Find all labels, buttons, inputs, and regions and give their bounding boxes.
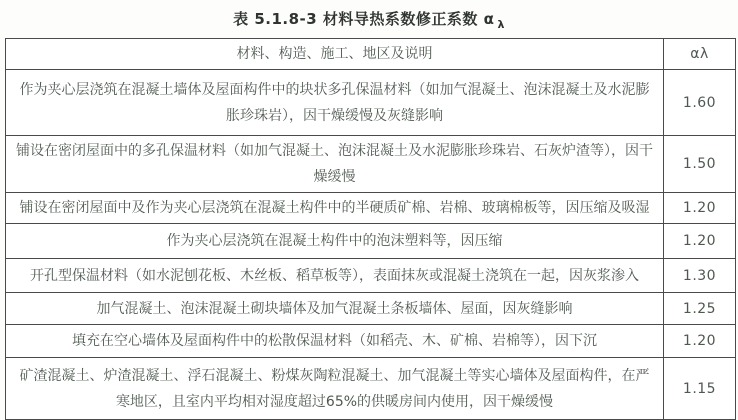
page-title xyxy=(0,0,738,38)
title-subscript: λ xyxy=(497,18,505,31)
table-row xyxy=(6,193,736,224)
row-description: 作为夹心层浇筑在混凝土墙体及屋面构件中的块状多孔保温材料（如加气混凝土、泡沫混凝土及水泥膨胀珍珠岩），因干燥缓慢及灰缝影响 xyxy=(6,70,664,136)
table-row xyxy=(6,259,736,293)
row-value: 1.20 xyxy=(664,325,736,358)
correction-coefficient-table xyxy=(5,38,736,420)
row-value: 1.20 xyxy=(664,193,736,224)
row-value: 1.15 xyxy=(664,358,736,420)
title-text: 表 5.1.8-3 材料导热系数修正系数 α xyxy=(233,10,495,28)
table-row xyxy=(6,136,736,193)
header-value: αλ xyxy=(664,39,736,70)
row-description: 加气混凝土、泡沫混凝土砌块墙体及加气混凝土条板墙体、屋面，因灰缝影响 xyxy=(6,293,664,325)
table-row xyxy=(6,325,736,358)
table-row xyxy=(6,70,736,136)
row-description: 开孔型保温材料（如水泥刨花板、木丝板、稻草板等），表面抹灰或混凝土浇筑在一起，因灰浆渗入 xyxy=(6,259,664,293)
table-row xyxy=(6,293,736,325)
row-value: 1.20 xyxy=(664,224,736,259)
row-description: 填充在空心墙体及屋面构件中的松散保温材料（如稻壳、木、矿棉、岩棉等），因下沉 xyxy=(6,325,664,358)
header-description: 材料、构造、施工、地区及说明 xyxy=(6,39,664,70)
row-description: 铺设在密闭屋面中及作为夹心层浇筑在混凝土构件中的半硬质矿棉、岩棉、玻璃棉板等，因压缩及吸湿 xyxy=(6,193,664,224)
row-description: 铺设在密闭屋面中的多孔保温材料（如加气混凝土、泡沫混凝土及水泥膨胀珍珠岩、石灰炉渣等），因干燥缓慢 xyxy=(6,136,664,193)
row-value: 1.25 xyxy=(664,293,736,325)
row-description: 矿渣混凝土、炉渣混凝土、浮石混凝土、粉煤灰陶粒混凝土、加气混凝土等实心墙体及屋面构件，在严寒地区，且室内平均相对湿度超过65%的供暖房间内使用，因干燥缓慢 xyxy=(6,358,664,420)
row-value: 1.50 xyxy=(664,136,736,193)
table-header-row xyxy=(6,39,736,70)
row-value: 1.30 xyxy=(664,259,736,293)
row-value: 1.60 xyxy=(664,70,736,136)
table-row xyxy=(6,224,736,259)
row-description: 作为夹心层浇筑在混凝土构件中的泡沫塑料等，因压缩 xyxy=(6,224,664,259)
table-row xyxy=(6,358,736,420)
